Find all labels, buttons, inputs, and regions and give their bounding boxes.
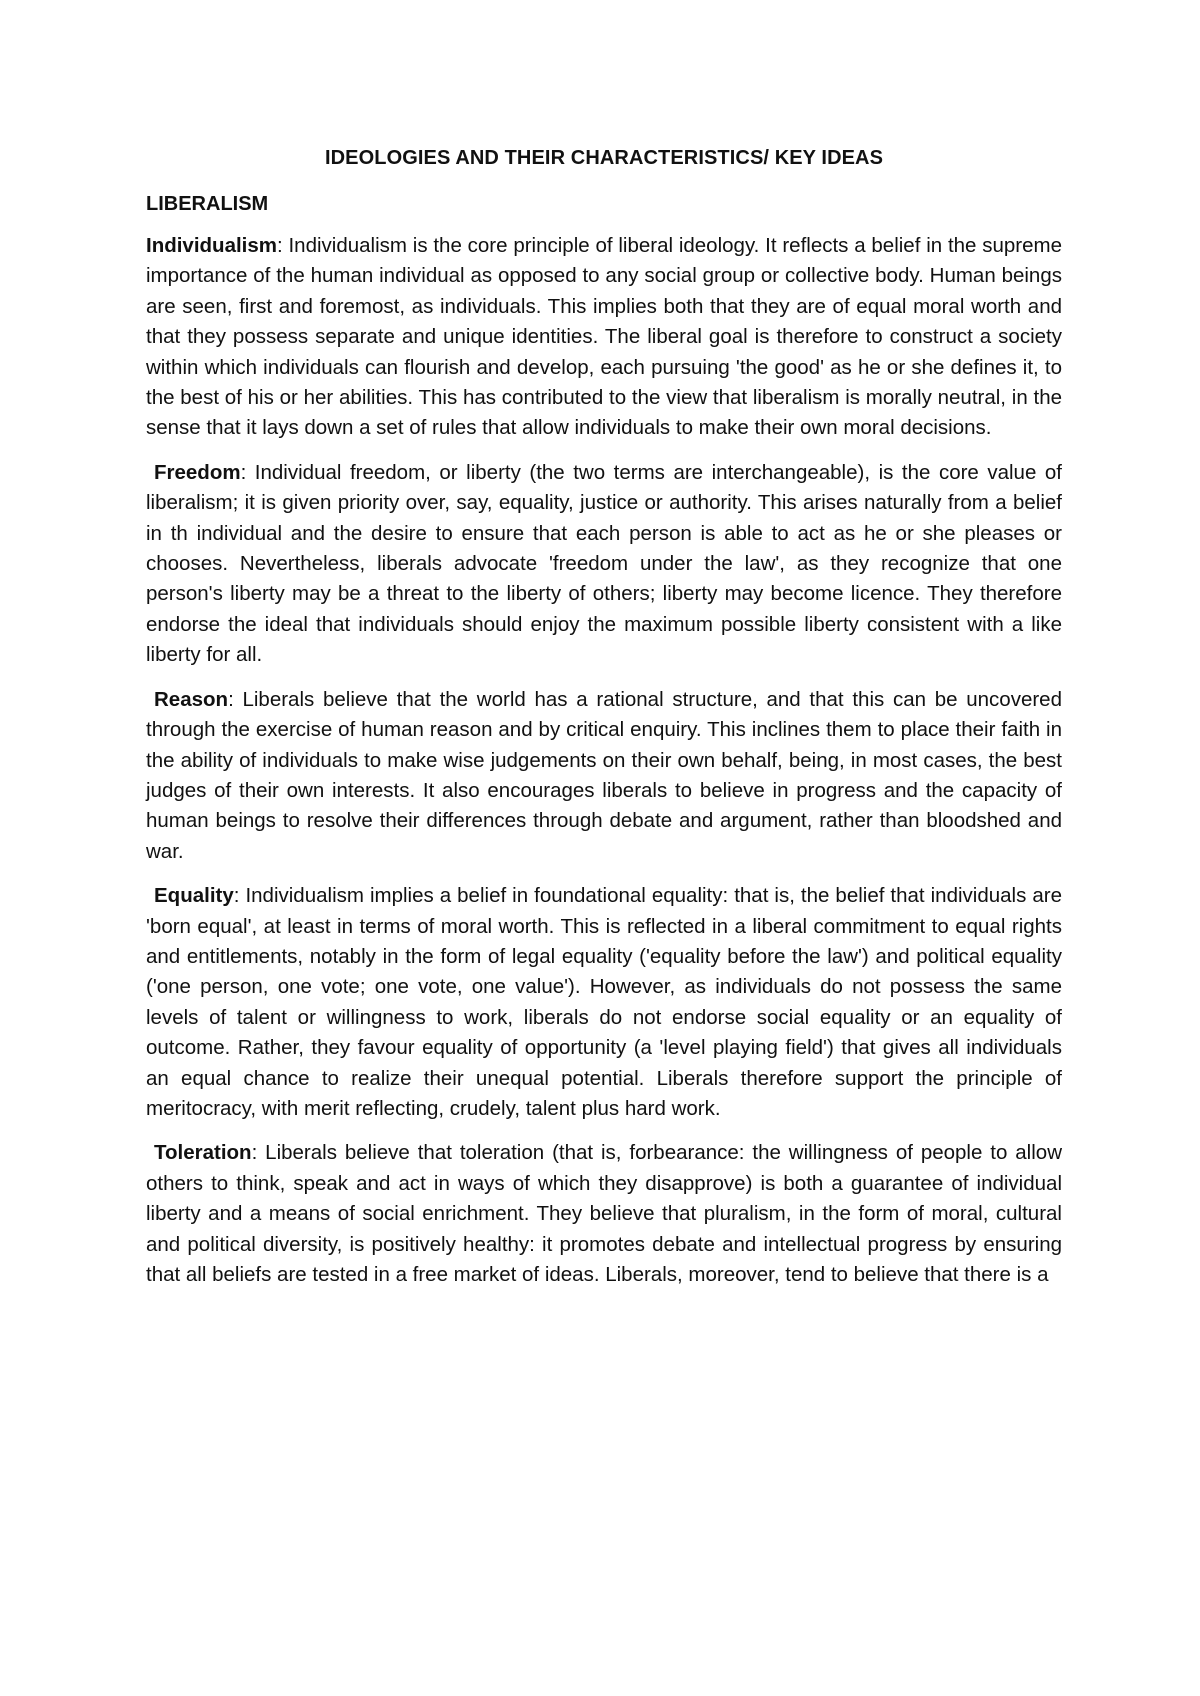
paragraph-text: : Individualism implies a belief in foundational equality: that is, the belief that individuals are 'born equal', at least in terms of moral worth. This is reflected in a liberal commitment to equal rights and entitlements, notably in the form of legal equality ('equality before the law') and political equality ('one person, one vote; one vote, one value'). However, as individuals do not possess the same levels of talent or willingness to work, liberals do not endorse social equality or an equality of outcome. Rather, they favour equality of opportunity (a 'level playing field') that gives all individuals an equal chance to realize their unequal potential. Liberals therefore support the principle of meritocracy, with merit reflecting, crudely, talent plus hard work.	[146, 884, 1062, 1120]
paragraph-text: : Individualism is the core principle of liberal ideology. It reflects a belief in the supreme importance of the human individual as opposed to any social group or collective body. Human beings are seen, first and foremost, as individuals. This implies both that they are of equal moral worth and that they possess separate and unique identities. The liberal goal is therefore to construct a society within which individuals can flourish and develop, each pursuing 'the good' as he or she defines it, to the best of his or her abilities. This has contributed to the view that liberalism is morally neutral, in the sense that it lays down a set of rules that allow individuals to make their own moral decisions.	[146, 234, 1062, 440]
paragraph-reason	[146, 685, 1062, 867]
paragraph-text: : Liberals believe that the world has a rational structure, and that this can be uncovered through the exercise of human reason and by critical enquiry. This inclines them to place their faith in the ability of individuals to make wise judgements on their own behalf, being, in most cases, the best judges of their own interests. It also encourages liberals to believe in progress and the capacity of human beings to resolve their differences through debate and argument, rather than bloodshed and war.	[146, 687, 1062, 863]
document-page	[146, 143, 1062, 1304]
term-freedom: Freedom	[154, 460, 241, 484]
paragraph-equality	[146, 881, 1062, 1124]
paragraph-toleration	[146, 1138, 1062, 1290]
document-title: IDEOLOGIES AND THEIR CHARACTERISTICS/ KEY IDEAS	[324, 147, 884, 169]
paragraph-freedom	[146, 458, 1062, 671]
paragraph-text: : Liberals believe that toleration (that is, forbearance: the willingness of people to allow others to think, speak and act in ways of which they disapprove) is both a guarantee of individual liberty and a means of social enrichment. They believe that pluralism, in the form of moral, cultural and political diversity, is positively healthy: it promotes debate and intellectual progress by ensuring that all beliefs are tested in a free market of ideas. Liberals, moreover, tend to believe that there is a	[146, 1141, 1062, 1286]
paragraph-text: : Individual freedom, or liberty (the two terms are interchangeable), is the core value of liberalism; it is given priority over, say, equality, justice or authority. This arises naturally from a belief in th individual and the desire to ensure that each person is able to act as he or she pleases or chooses. Nevertheless, liberals advocate 'freedom under the law', as they recognize that one person's liberty may be a threat to the liberty of others; liberty may become licence. They therefore endorse the ideal that individuals should enjoy the maximum possible liberty consistent with a like liberty for all.	[146, 460, 1062, 667]
term-toleration: Toleration	[154, 1141, 252, 1165]
term-equality: Equality	[154, 884, 234, 908]
section-heading-liberalism: LIBERALISM	[146, 193, 269, 215]
paragraph-individualism	[146, 231, 1062, 444]
term-reason: Reason	[154, 687, 229, 711]
term-individualism: Individualism	[146, 234, 277, 257]
